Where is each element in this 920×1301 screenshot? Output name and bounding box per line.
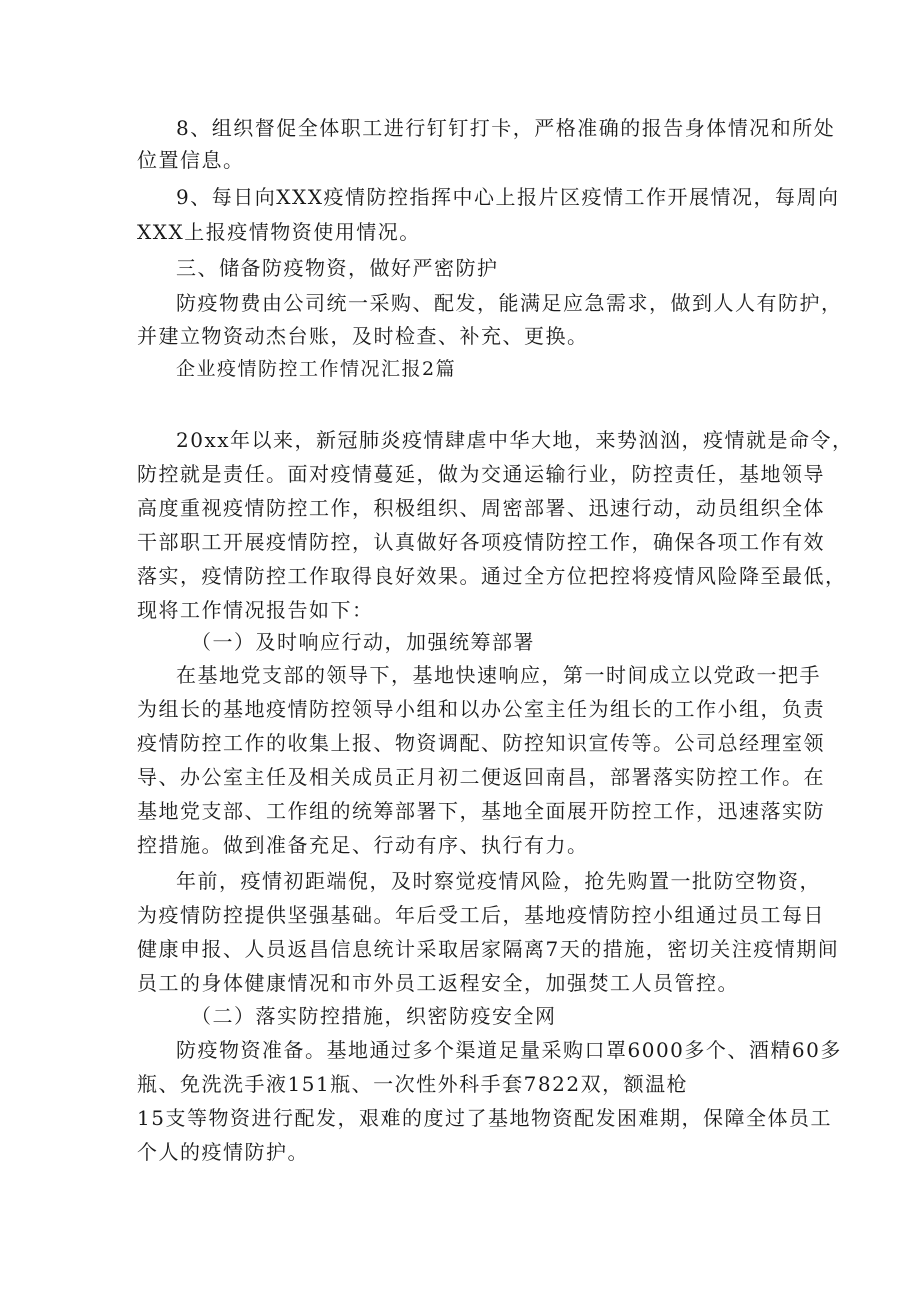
paragraph-line: 瓶、免洗洗手液151瓶、一次性外科手套7822双，额温枪	[137, 1072, 689, 1096]
paragraph-line: 员工的身体健康情况和市外员工返程安全，加强焚工人员管控。	[137, 971, 739, 995]
paragraph-line: 并建立物资动杰台账，及时检查、补充、更换。	[137, 324, 589, 348]
paragraph-line: 8、组织督促全体职工进行钉钉打卡，严格准确的报告身体情况和所处	[176, 116, 836, 140]
paragraph-line: XXX上报疫情物资使用情况。	[137, 220, 421, 244]
paragraph-line: 为组长的基地疫情防控领导小组和以办公室主任为组长的工作小组，负责	[137, 697, 825, 721]
paragraph-line: 健康申报、人员返昌信息统计采取居家隔离7天的措施，密切关注疫情期间	[137, 937, 840, 961]
paragraph-line: 落实，疫情防控工作取得良好效果。通过全方位把控将疫情风险降至最低，	[137, 564, 847, 588]
paragraph-line: 9、每日向XXX疫情防控指挥中心上报片区疫情工作开展情况，每周向	[176, 185, 840, 209]
section-heading: （一）及时响应行动，加强统筹部署	[191, 630, 535, 654]
paragraph-line: 为疫情防控提供坚强基础。年后受工后，基地疫情防控小组通过员工每日	[137, 903, 825, 927]
paragraph-line: 年前，疫情初距端倪，及时察觉疫情风险，抢先购置一批防空物资，	[176, 869, 821, 893]
section-heading: 三、储备防疫物资，做好严密防护	[176, 256, 499, 280]
paragraph-line: 现将工作情况报告如下：	[137, 598, 374, 622]
paragraph-line: 个人的疫情防护。	[137, 1140, 309, 1164]
paragraph-line: 疫情防控工作的收集上报、物资调配、防控知识宣传等。公司总经理室领	[137, 731, 825, 755]
paragraph-line: 防疫物费由公司统一采购、配发，能满足应急需求，做到人人有防护，	[176, 291, 843, 315]
document-title: 企业疫情防控工作情况汇报2篇	[176, 358, 457, 380]
paragraph-line: 控措施。做到准备充足、行动有序、执行有力。	[137, 833, 589, 857]
paragraph-line: 干部职工开展疫情防控，认真做好各项疫情防控工作，确保各项工作有效	[137, 530, 825, 554]
paragraph-line: 导、办公室主任及相关成员正月初二便返回南昌，部署落实防控工作。在	[137, 765, 825, 789]
paragraph-line: 15支等物资进行配发，艰难的度过了基地物资配发困难期，保障全体员工	[137, 1106, 832, 1130]
paragraph-line: 高度重视疫情防控工作，积极组织、周密部署、迅速行动，动员组织全体	[137, 496, 825, 520]
paragraph-line: 在基地党支部的领导下，基地快速响应，第一时间成立以党政一把手	[176, 663, 821, 687]
paragraph-line: 位置信息。	[137, 148, 245, 172]
paragraph-line: 20xx年以来，新冠肺炎疫情肆虐中华大地，来势汹汹，疫情就是命令，	[176, 428, 854, 452]
paragraph-line: 防控就是责任。面对疫情蔓延，做为交通运输行业，防控责任，基地领导	[137, 462, 825, 486]
paragraph-line: 基地党支部、工作组的统筹部署下，基地全面展开防控工作，迅速落实防	[137, 799, 825, 823]
paragraph-line: 防疫物资准备。基地通过多个渠道足量采购口罩6000多个、酒精60多	[176, 1038, 842, 1062]
section-heading: （二）落实防控措施，织密防疫安全网	[191, 1004, 557, 1028]
